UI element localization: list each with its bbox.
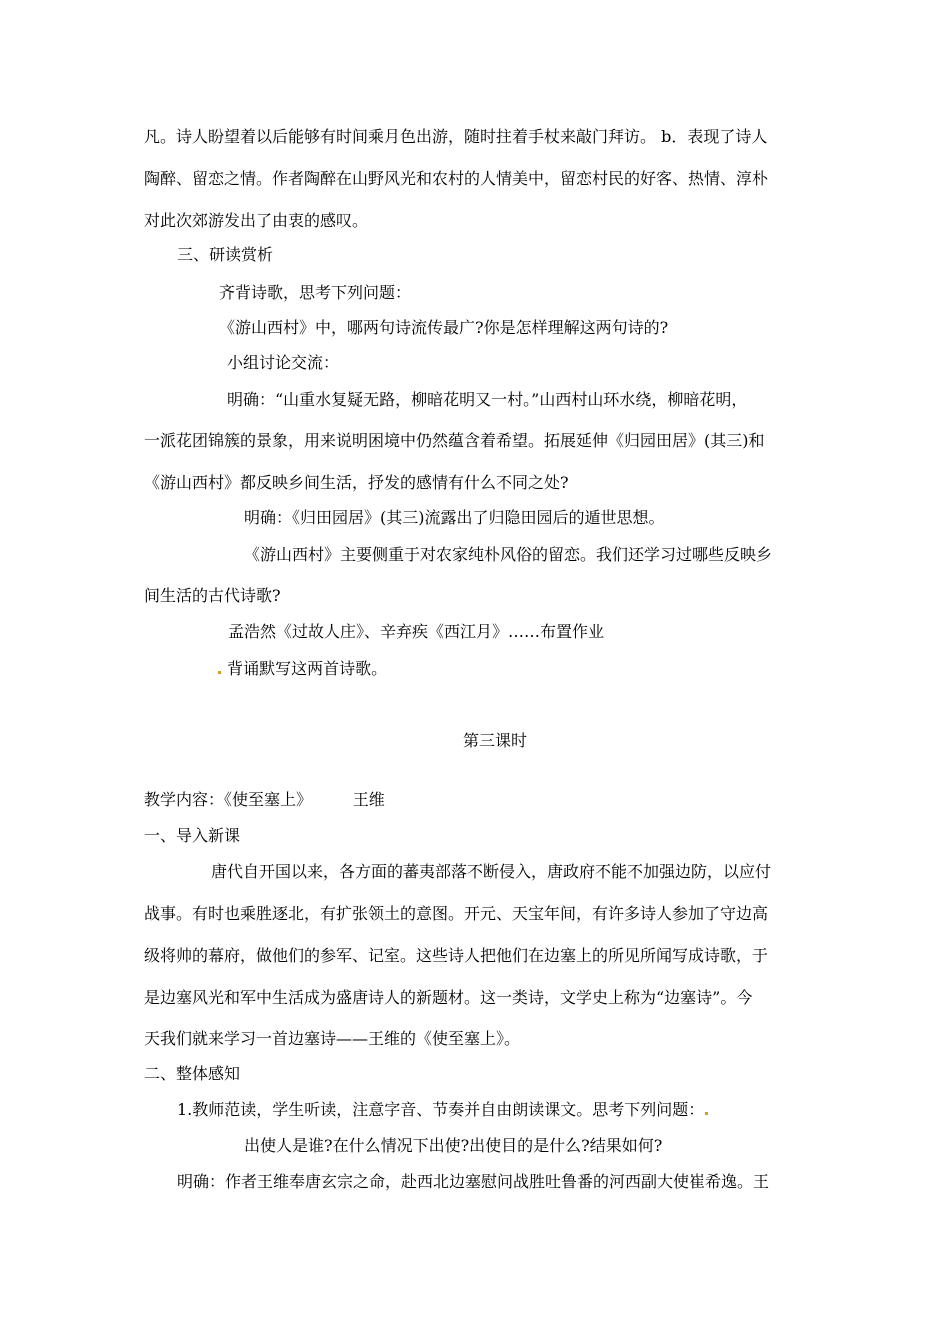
text-line: 《游山西村》主要侧重于对农家纯朴风俗的留恋。我们还学习过哪些反映乡 [244,545,773,564]
text-line: 明确：“山重水复疑无路，柳暗花明又一村。”山西村山环水绕，柳暗花明， [227,390,748,409]
text-line: 间生活的古代诗歌? [144,586,281,605]
text-line: 级将帅的幕府，做他们的参军、记室。这些诗人把他们在边塞上的所见所闻写成诗歌，于 [144,946,769,965]
section-heading: 一、导入新课 [144,826,241,845]
text-line: 孟浩然《过故人庄》、辛弃疾《西江月》……布置作业 [228,622,605,641]
text-line: 天我们就来学习一首边塞诗——王维的《使至塞上》。 [144,1029,521,1048]
text-line [217,659,387,679]
text-line: 一派花团锦簇的景象，用来说明困境中仍然蕴含着希望。拓展延伸《归园田居》(其三)和 [144,431,765,450]
marker-dot [705,1112,708,1115]
text-line: 小组讨论交流： [227,353,340,372]
homework-text: 背诵默写这两首诗歌。 [227,659,388,678]
text-line: 唐代自开国以来，各方面的蕃夷部落不断侵入，唐政府不能不加强边防，以应付 [211,862,772,881]
text-line: 明确：《归田园居》(其三)流露出了归隐田园后的遁世思想。 [244,508,665,527]
text-line: 对此次郊游发出了由衷的感叹。 [144,211,369,230]
question-text: 1.教师范读，学生听读，注意字音、节奏并自由朗读课文。思考下列问题： [177,1100,705,1119]
text-line [177,1100,709,1120]
text-line: 《游山西村》都反映乡间生活，抒发的感情有什么不同之处? [144,473,569,492]
text-line: 战事。有时也乘胜逐北，有扩张领土的意图。开元、天宝年间，有许多诗人参加了守边高 [144,904,769,923]
lesson-title: 第三课时 [463,731,528,750]
text-line: 是边塞风光和军中生活成为盛唐诗人的新题材。这一类诗，文学史上称为“边塞诗”。今 [144,988,753,1007]
section-heading: 二、整体感知 [144,1064,241,1083]
text-line: 凡。诗人盼望着以后能够有时间乘月色出游，随时拄着手杖来敲门拜访。 b．表现了诗人 [144,127,768,146]
text-line: 陶醉、留恋之情。作者陶醉在山野风光和农村的人情美中，留恋村民的好客、热情、淳朴 [144,169,769,188]
text-line: 明确：作者王维奉唐玄宗之命，赴西北边塞慰问战胜吐鲁番的河西副大使崔希逸。王 [177,1172,770,1191]
marker-dot [218,671,221,674]
text-line: 《游山西村》中，哪两句诗流传最广?你是怎样理解这两句诗的? [219,318,669,337]
text-line: 出使人是谁?在什么情况下出使?出使目的是什么?结果如何? [244,1136,663,1155]
text-line: 齐背诗歌，思考下列问题： [219,283,412,302]
text-line: 教学内容：《使至塞上》 王维 [144,790,385,809]
section-heading: 三、研读赏析 [177,245,274,264]
